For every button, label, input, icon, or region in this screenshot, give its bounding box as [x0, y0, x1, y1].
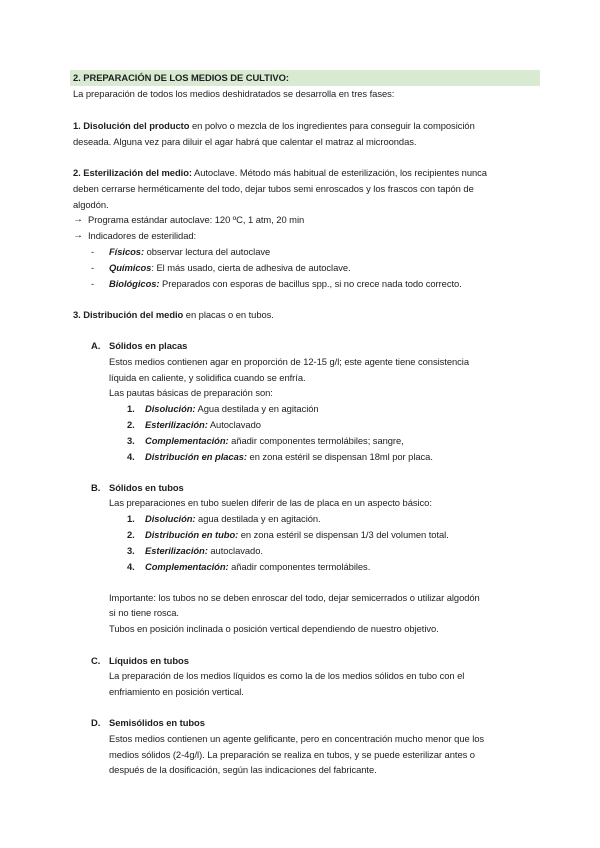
section-c-p1: La preparación de los medios líquidos es como la de los medios sólidos en tubo con el	[109, 670, 465, 681]
section-b-important-2: si no tiene rosca.	[109, 607, 179, 618]
dash-bullet: -	[91, 278, 95, 289]
section-d-p1: Estos medios contienen un agente gelificante, pero en concentración mucho menor que los	[109, 733, 485, 744]
list-number: 4.	[127, 561, 135, 572]
section-c-p2: enfriamiento en posición vertical.	[109, 686, 244, 697]
section-b-title: Sólidos en tubos	[109, 482, 184, 493]
list-number: 2.	[127, 529, 135, 540]
step1-heading: 1. Disolución del producto	[73, 120, 190, 131]
list-number: 1.	[127, 403, 135, 414]
section-a-p1: Estos medios contienen agar en proporción de 12-15 g/l; este agente tiene consistencia	[109, 356, 469, 367]
sterility-indicators: Indicadores de esterilidad:	[88, 230, 197, 241]
section-a-title: Sólidos en placas	[109, 340, 188, 351]
dash-bullet: -	[91, 262, 95, 273]
section-b-letter: B.	[91, 482, 101, 493]
autoclave-program: Programa estándar autoclave: 120 ºC, 1 atm, 20 min	[88, 214, 305, 225]
list-item: Esterilización: Autoclavado	[145, 419, 261, 430]
list-item: Esterilización: autoclavado.	[145, 545, 263, 556]
step3-heading: 3. Distribución del medio	[73, 309, 184, 320]
list-item: Disolución: Agua destilada y en agitación	[145, 403, 319, 414]
section-title: 2. PREPARACIÓN DE LOS MEDIOS DE CULTIVO:	[73, 72, 289, 83]
list-number: 3.	[127, 545, 135, 556]
step1-line1: 1. Disolución del producto en polvo o mezcla de los ingredientes para conseguir la composición	[73, 120, 475, 131]
section-a-letter: A.	[91, 340, 101, 351]
section-b-important-1: Importante: los tubos no se deben enroscar del todo, dejar semicerrados o utilizar algodón	[109, 592, 480, 603]
dash-bullet: -	[91, 246, 95, 257]
step2-line3: algodón.	[73, 199, 109, 210]
section-d-p3: después de la dosificación, según las indicaciones del fabricante.	[109, 764, 377, 775]
section-d-letter: D.	[91, 717, 101, 728]
intro-text: La preparación de todos los medios deshidratados se desarrolla en tres fases:	[73, 88, 395, 99]
indicator-fisicos: Físicos: observar lectura del autoclave	[109, 246, 271, 257]
list-number: 4.	[127, 451, 135, 462]
step2-line1: 2. Esterilización del medio: Autoclave. Método más habitual de esterilización, los recipientes nunca	[73, 167, 487, 178]
list-item: Complementación: añadir componentes termolábiles; sangre,	[145, 435, 404, 446]
section-c-letter: C.	[91, 655, 101, 666]
section-d-p2: medios sólidos (2-4g/l). La preparación se realiza en tubos, y se puede esterilizar antes o	[109, 749, 475, 760]
list-item: Distribución en placas: en zona estéril se dispensan 18ml por placa.	[145, 451, 433, 462]
step1-line2: deseada. Alguna vez para diluir el agar habrá que calentar el matraz al microondas.	[73, 136, 417, 147]
list-number: 2.	[127, 419, 135, 430]
step2-heading: 2. Esterilización del medio:	[73, 167, 192, 178]
arrow-icon: →	[73, 214, 83, 225]
list-item: Distribución en tubo: en zona estéril se dispensan 1/3 del volumen total.	[145, 529, 449, 540]
step2-line2: deben cerrarse herméticamente del todo, dejar tubos semi enroscados y los frascos con tapón de	[73, 183, 474, 194]
indicator-biologicos: Biológicos: Preparados con esporas de bacillus spp., si no crece nada todo correcto.	[109, 278, 462, 289]
section-c-title: Líquidos en tubos	[109, 655, 189, 666]
list-number: 3.	[127, 435, 135, 446]
list-number: 1.	[127, 513, 135, 524]
section-a-p3: Las pautas básicas de preparación son:	[109, 387, 273, 398]
list-item: Complementación: añadir componentes termolábiles.	[145, 561, 371, 572]
step3-line: 3. Distribución del medio en placas o en tubos.	[73, 309, 274, 320]
arrow-icon: →	[73, 230, 83, 241]
section-b-p1: Las preparaciones en tubo suelen diferir de las de placa en un aspecto básico:	[109, 497, 432, 508]
section-d-title: Semisólidos en tubos	[109, 717, 205, 728]
section-b-important-3: Tubos en posición inclinada o posición vertical dependiendo de nuestro objetivo.	[109, 623, 439, 634]
section-a-p2: líquida en caliente, y solidifica cuando se enfría.	[109, 372, 306, 383]
indicator-quimicos: Químicos: El más usado, cierta de adhesiva de autoclave.	[109, 262, 351, 273]
list-item: Disolución: agua destilada y en agitación.	[145, 513, 321, 524]
